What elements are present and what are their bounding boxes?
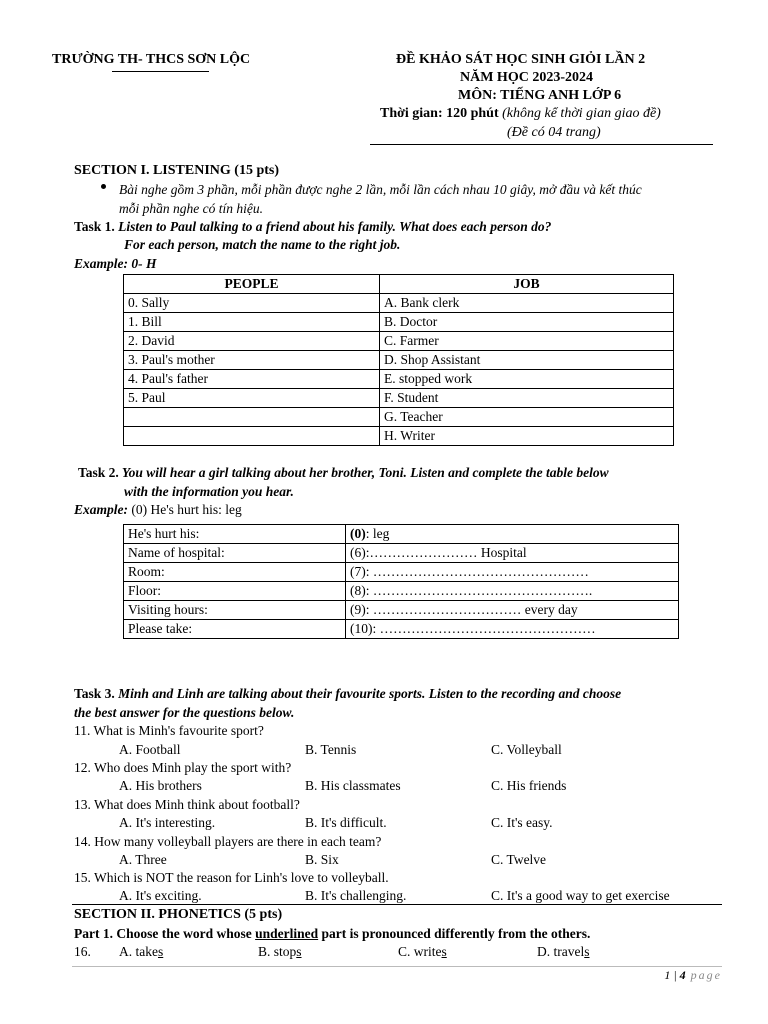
task1-table [123, 274, 674, 446]
task1-example: Example: 0- H [74, 256, 157, 271]
bullet-icon [101, 184, 106, 189]
job-cell: F. Student [380, 389, 674, 408]
answer-cell [346, 620, 679, 639]
table-row [124, 389, 674, 408]
header-rule [370, 144, 713, 145]
column-header-people: PEOPLE [124, 275, 380, 294]
answer-number: (7) [350, 564, 366, 579]
table-row [124, 563, 679, 582]
footer-rule [72, 966, 722, 967]
table-row [124, 582, 679, 601]
table-row [124, 544, 679, 563]
question-13: 13. What does Minh think about football? [74, 797, 300, 812]
job-cell: A. Bank clerk [380, 294, 674, 313]
job-cell: E. stopped work [380, 370, 674, 389]
exam-subject: MÔN: TIẾNG ANH LỚP 6 [458, 88, 622, 103]
option-14-c: C. Twelve [491, 852, 547, 867]
option-16-d-prefix: D. travel [537, 944, 585, 959]
task2-example-label: Example: [74, 502, 128, 517]
question-14: 14. How many volleyball players are there in each team? [74, 834, 382, 849]
section-divider [72, 904, 722, 905]
answer-cell [346, 563, 679, 582]
option-11-c: C. Volleyball [491, 742, 562, 757]
task1-label: Task 1. [74, 219, 115, 234]
section2-part1-instruction [74, 926, 590, 942]
answer-number: (9) [350, 602, 366, 617]
people-cell [124, 427, 380, 446]
part1-underlined-word: underlined [255, 926, 319, 941]
question-16-number: 16. [74, 944, 91, 959]
task1-instruction [74, 219, 551, 235]
option-16-b-prefix: B. stop [258, 944, 297, 959]
people-cell [124, 408, 380, 427]
task2-instruction [78, 465, 609, 481]
option-16-d-underlined: s [584, 944, 590, 959]
task3-instruction-part1: Minh and Linh are talking about their favourite sports [114, 686, 422, 701]
job-cell: G. Teacher [380, 408, 674, 427]
table-row [124, 525, 679, 544]
people-cell: 4. Paul's father [124, 370, 380, 389]
exam-title: ĐỀ KHẢO SÁT HỌC SINH GIỎI LẦN 2 [396, 52, 646, 67]
option-15-b: B. It's challenging. [305, 888, 407, 903]
table-row [124, 351, 674, 370]
option-15-a: A. It's exciting. [119, 888, 202, 903]
table-row [124, 370, 674, 389]
exam-time [380, 106, 661, 122]
column-header-job: JOB [380, 275, 674, 294]
option-16-b [258, 944, 302, 960]
option-13-b: B. It's difficult. [305, 815, 387, 830]
table-row [124, 601, 679, 620]
part1-text-before: Part 1. Choose the word whose [74, 926, 256, 941]
option-16-c-underlined: s [441, 944, 447, 959]
question-11: 11. What is Minh's favourite sport? [74, 723, 264, 738]
people-cell: 2. David [124, 332, 380, 351]
task2-example [74, 502, 242, 518]
answer-text: :…………………… Hospital [365, 545, 527, 560]
table-row [124, 313, 674, 332]
page-separator: | [670, 968, 680, 982]
page-number: 1 [664, 968, 671, 982]
section1-note-line1: Bài nghe gồm 3 phần, mỗi phần được nghe 2 lần, mỗi lần cách nhau 10 giây, mở đầu và kết thúc [119, 182, 642, 197]
exam-year: NĂM HỌC 2023-2024 [460, 70, 593, 85]
option-12-b: B. His classmates [305, 778, 401, 793]
people-cell: 0. Sally [124, 294, 380, 313]
field-label-cell: Name of hospital: [124, 544, 346, 563]
answer-text: : …………………………………………. [365, 583, 593, 598]
task1-instruction-line2: For each person, match the name to the right job. [124, 237, 401, 252]
section1-title: SECTION I. LISTENING (15 pts) [74, 163, 279, 178]
job-cell: D. Shop Assistant [380, 351, 674, 370]
answer-number: (0) [350, 526, 366, 541]
answer-number: (10) [350, 621, 373, 636]
table-header-row [124, 275, 674, 294]
field-label-cell: Room: [124, 563, 346, 582]
task1-instruction-line1: Listen to Paul talking to a friend about his family. What does each person do? [114, 219, 552, 234]
option-13-a: A. It's interesting. [119, 815, 216, 830]
field-label-cell: Floor: [124, 582, 346, 601]
answer-cell [346, 601, 679, 620]
answer-number: (6) [350, 545, 366, 560]
field-label-cell: Please take: [124, 620, 346, 639]
answer-cell [346, 582, 679, 601]
table-row [124, 408, 674, 427]
option-14-b: B. Six [305, 852, 339, 867]
table-row [124, 332, 674, 351]
table-row [124, 294, 674, 313]
job-cell: C. Farmer [380, 332, 674, 351]
exam-pages-note: (Đề có 04 trang) [507, 125, 601, 140]
option-13-c: C. It's easy. [491, 815, 553, 830]
task2-table [123, 524, 679, 639]
part1-text-after: part is pronounced differently from the others. [318, 926, 591, 941]
field-label-cell: He's hurt his: [124, 525, 346, 544]
option-11-a: A. Football [119, 742, 181, 757]
page-total: 4 [679, 968, 686, 982]
option-16-a-underlined: s [157, 944, 164, 959]
option-11-b: B. Tennis [305, 742, 357, 757]
option-16-a [119, 944, 163, 960]
task2-label: Task 2. [78, 465, 119, 480]
exam-time-label: Thời gian: 120 phút [380, 106, 499, 121]
option-16-d [537, 944, 590, 960]
answer-number: (8) [350, 583, 366, 598]
task3-instruction-line2: the best answer for the questions below. [74, 705, 295, 720]
page-footer [664, 968, 722, 983]
option-14-a: A. Three [119, 852, 167, 867]
task2-instruction-line1: You will hear a girl talking about her brother, Toni. Listen and complete the table below [118, 465, 609, 480]
option-15-c: C. It's a good way to get exercise [491, 888, 670, 903]
answer-text: : ………………………………………… [365, 564, 589, 579]
section1-note-line2: mỗi phần nghe có tín hiệu. [119, 201, 263, 216]
people-cell: 3. Paul's mother [124, 351, 380, 370]
job-cell: B. Doctor [380, 313, 674, 332]
school-underline [112, 71, 209, 72]
task3-label: Task 3. [74, 686, 115, 701]
option-16-c-prefix: C. write [398, 944, 442, 959]
people-cell: 1. Bill [124, 313, 380, 332]
section2-title: SECTION II. PHONETICS (5 pts) [74, 907, 283, 922]
table-row [124, 427, 674, 446]
question-15: 15. Which is NOT the reason for Linh's love to volleyball. [74, 870, 389, 885]
option-16-c [398, 944, 447, 960]
option-16-b-underlined: s [296, 944, 302, 959]
answer-cell [346, 525, 679, 544]
field-label-cell: Visiting hours: [124, 601, 346, 620]
option-12-a: A. His brothers [119, 778, 202, 793]
school-name: TRƯỜNG TH- THCS SƠN LỘC [52, 52, 251, 67]
table-row [124, 620, 679, 639]
answer-text: : ………………………………………… [372, 621, 596, 636]
task3-instruction [74, 686, 621, 702]
option-12-c: C. His friends [491, 778, 567, 793]
task2-example-text: (0) He's hurt his: leg [128, 502, 242, 517]
page-word: page [685, 968, 722, 982]
question-12: 12. Who does Minh play the sport with? [74, 760, 292, 775]
answer-text: : …………………………… every day [365, 602, 578, 617]
exam-time-note: (không kể thời gian giao đề) [498, 106, 661, 121]
job-cell: H. Writer [380, 427, 674, 446]
answer-cell [346, 544, 679, 563]
people-cell: 5. Paul [124, 389, 380, 408]
task2-instruction-line2: with the information you hear. [124, 484, 294, 499]
task3-instruction-part2: . Listen to the recording and choose [421, 686, 622, 701]
option-16-a-prefix: A. take [119, 944, 158, 959]
answer-text: : leg [365, 526, 390, 541]
